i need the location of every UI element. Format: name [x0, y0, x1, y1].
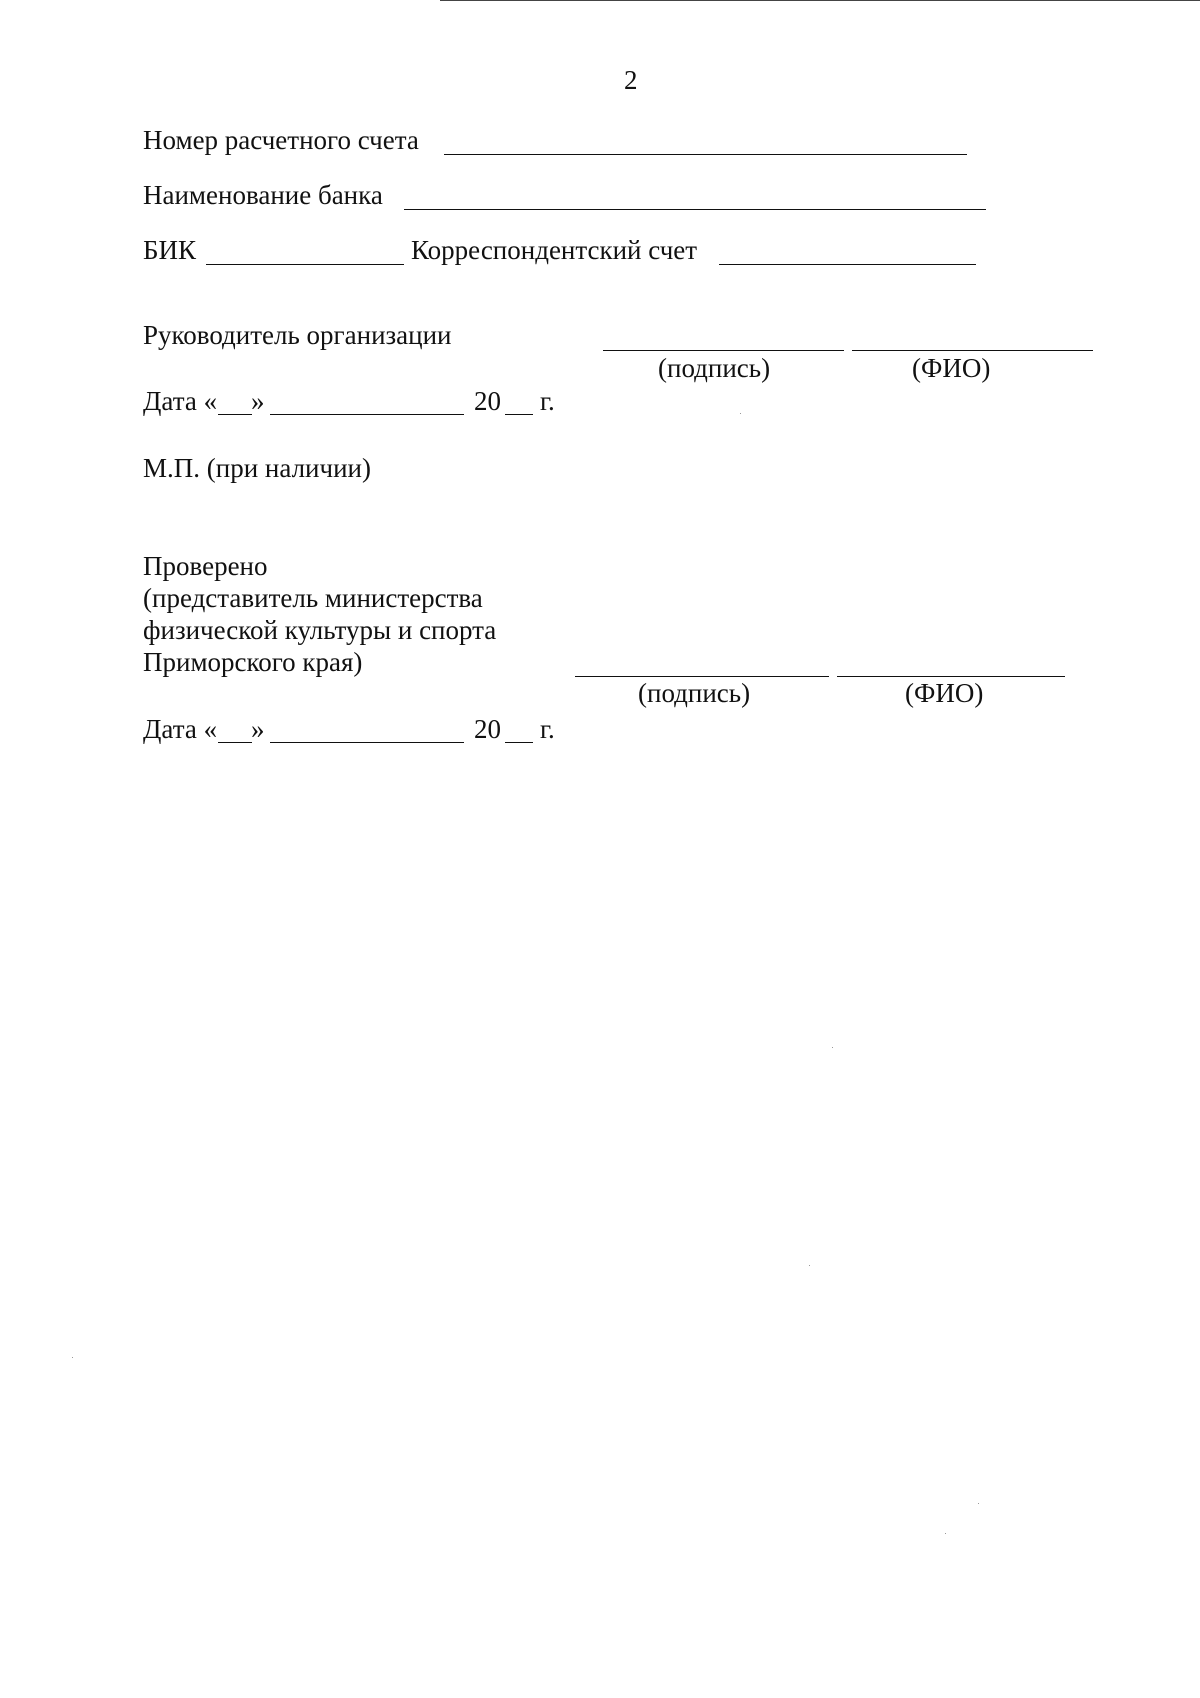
bik-field[interactable]	[206, 264, 404, 265]
scan-speck	[978, 1503, 979, 1504]
verified-line-3: физической культуры и спорта	[143, 615, 497, 645]
verified-year-suffix: г.	[540, 714, 555, 744]
verified-date-month-field[interactable]	[270, 742, 464, 743]
bank-name-field[interactable]	[404, 209, 986, 210]
account-number-field[interactable]	[444, 154, 967, 155]
verified-date-day-field[interactable]	[218, 742, 252, 743]
bank-name-label: Наименование банка	[143, 180, 383, 210]
scan-speck	[945, 1533, 946, 1534]
head-year-field[interactable]	[505, 414, 533, 415]
scan-speck	[809, 1265, 810, 1266]
verified-heading: Проверено	[143, 551, 268, 581]
scan-edge-line	[440, 0, 1200, 1]
verified-date-prefix: Дата «	[143, 714, 218, 744]
head-date-month-field[interactable]	[270, 414, 464, 415]
scan-speck	[832, 1047, 833, 1048]
page-number: 2	[624, 65, 638, 95]
head-year-suffix: г.	[540, 386, 555, 416]
head-year-prefix: 20	[474, 386, 501, 416]
bik-label: БИК	[143, 235, 197, 265]
verified-line-2: (представитель министерства	[143, 583, 483, 613]
head-name-field[interactable]	[852, 350, 1093, 351]
head-date-day-field[interactable]	[218, 414, 252, 415]
verified-signature-caption: (подпись)	[638, 678, 751, 708]
head-date-prefix: Дата «	[143, 386, 218, 416]
verified-year-prefix: 20	[474, 714, 501, 744]
head-signature-field[interactable]	[603, 350, 844, 351]
seal-note: М.П. (при наличии)	[143, 453, 371, 483]
verified-line-4: Приморского края)	[143, 647, 363, 677]
head-date-suffix: »	[251, 386, 265, 416]
head-label: Руководитель организации	[143, 320, 452, 350]
scan-speck	[740, 413, 741, 414]
verified-year-field[interactable]	[505, 742, 533, 743]
account-number-label: Номер расчетного счета	[143, 125, 419, 155]
corr-account-field[interactable]	[719, 264, 976, 265]
corr-account-label: Корреспондентский счет	[411, 235, 698, 265]
head-signature-caption: (подпись)	[658, 353, 771, 383]
head-name-caption: (ФИО)	[912, 353, 991, 383]
scan-speck	[72, 1357, 73, 1358]
verified-date-suffix: »	[251, 714, 265, 744]
verified-name-caption: (ФИО)	[905, 678, 984, 708]
